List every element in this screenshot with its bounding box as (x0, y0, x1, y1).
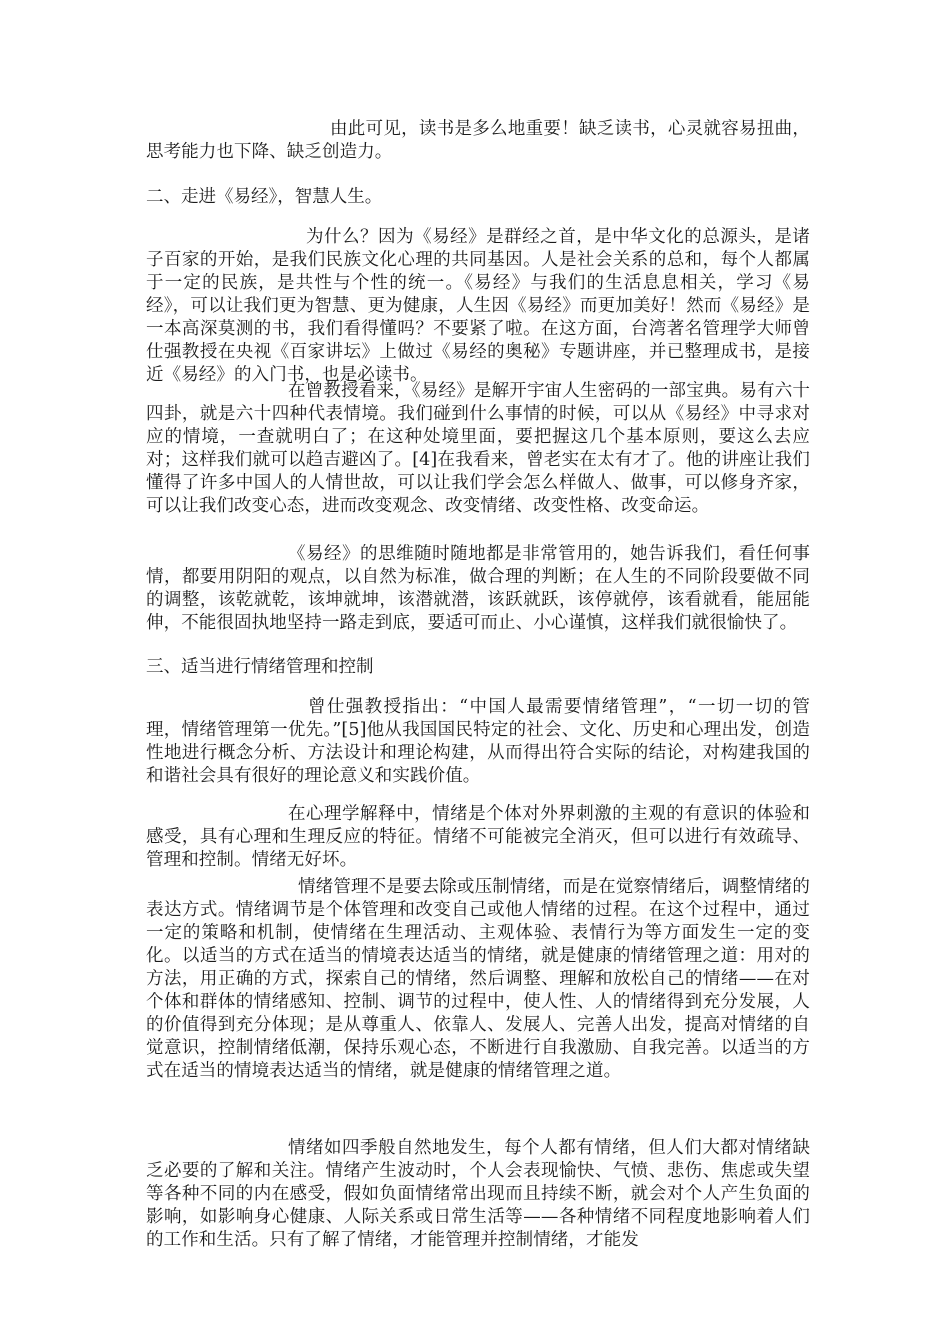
paragraph-yijing-thinking: 《易经》的思维随时随地都是非常管用的，她告诉我们，看任何事情，都要用阴阳的观点，以自然为标准，做合理的判断；在人生的不同阶段要做不同的调整，该乾就乾，该坤就坤，该潜就潜，该跃就跃，该停就停，该看就看，能屈能伸，不能很固执地坚持一路走到底，要适可而止、小心谨慎，这样我们就很愉快了。 (146, 544, 810, 633)
section-heading-emotion: 三、适当进行情绪管理和控制 (146, 657, 374, 677)
section-heading-yijing: 二、走进《易经》，智慧人生。 (146, 187, 383, 207)
paragraph-emotion-management-priority: 曾仕强教授指出：“中国人最需要情绪管理”，“一切一切的管理，情绪管理第一优先。”[5]他从我国国民特定的社会、文化、历史和心理出发，创造性地进行概念分析、方法设计和理论构建，从而得出符合实际的结论，对构建我国的和谐社会具有很好的理论意义和实践价值。 (146, 697, 810, 786)
paragraph-reading-importance: 由此可见，读书是多么地重要！缺乏读书，心灵就容易扭曲，思考能力也下降、缺乏创造力。 (146, 119, 810, 162)
paragraph-emotion-seasons: 情绪如四季般自然地发生，每个人都有情绪，但人们大都对情绪缺乏必要的了解和关注。情绪产生波动时，个人会表现愉快、气愤、悲伤、焦虑或失望等各种不同的内在感受，假如负面情绪常出现而且持续不断，就会对个人产生负面的影响，如影响身心健康、人际关系或日常生活等——各种情绪不同程度地影响着人们的工作和生活。只有了解了情绪，才能管理并控制情绪，才能发 (146, 1138, 810, 1250)
paragraph-yijing-treasure: 在曾教授看来，《易经》是解开宇宙人生密码的一部宝典。易有六十四卦，就是六十四种代表情境。我们碰到什么事情的时候，可以从《易经》中寻求对应的情境，一查就明白了；在这种处境里面，要把握这几个基本原则，要这么去应对；这样我们就可以趋吉避凶了。[4]在我看来，曾老实在太有才了。他的讲座让我们懂得了许多中国人的人情世故，可以让我们学会怎么样做人、做事，可以修身齐家，可以让我们改变心态，进而改变观念、改变情绪、改变性格、改变命运。 (146, 381, 810, 516)
paragraph-emotion-regulation: 情绪管理不是要去除或压制情绪，而是在觉察情绪后，调整情绪的表达方式。情绪调节是个体管理和改变自己或他人情绪的过程。在这个过程中，通过一定的策略和机制，使情绪在生理活动、主观体验、表情行为等方面发生一定的变化。以适当的方式在适当的情境表达适当的情绪，就是健康的情绪管理之道：用对的方法，用正确的方式，探索自己的情绪，然后调整、理解和放松自己的情绪——在对个体和群体的情绪感知、控制、调节的过程中，使人性、人的情绪得到充分发展，人的价值得到充分体现；是从尊重人、依靠人、发展人、完善人出发，提高对情绪的自觉意识，控制情绪低潮，保持乐观心态，不断进行自我激励、自我完善。以适当的方式在适当的情境表达适当的情绪，就是健康的情绪管理之道。 (146, 877, 810, 1081)
paragraph-emotion-definition: 在心理学解释中，情绪是个体对外界刺激的主观的有意识的体验和感受，具有心理和生理反应的特征。情绪不可能被完全消灭，但可以进行有效疏导、管理和控制。情绪无好坏。 (146, 804, 810, 870)
paragraph-yijing-intro: 为什么？因为《易经》是群经之首，是中华文化的总源头，是诸子百家的开始，是我们民族文化心理的共同基因。人是社会关系的总和，每个人都属于一定的民族，是共性与个性的统一。《易经》与我们的生活息息相关，学习《易经》，可以让我们更为智慧、更为健康，人生因《易经》而更加美好！然而《易经》是一本高深莫测的书，我们看得懂吗？不要紧了啦。在这方面，台湾著名管理学大师曾仕强教授在央视《百家讲坛》上做过《易经的奥秘》专题讲座，并已整理成书，是接近《易经》的入门书，也是必读书。 (146, 227, 810, 385)
